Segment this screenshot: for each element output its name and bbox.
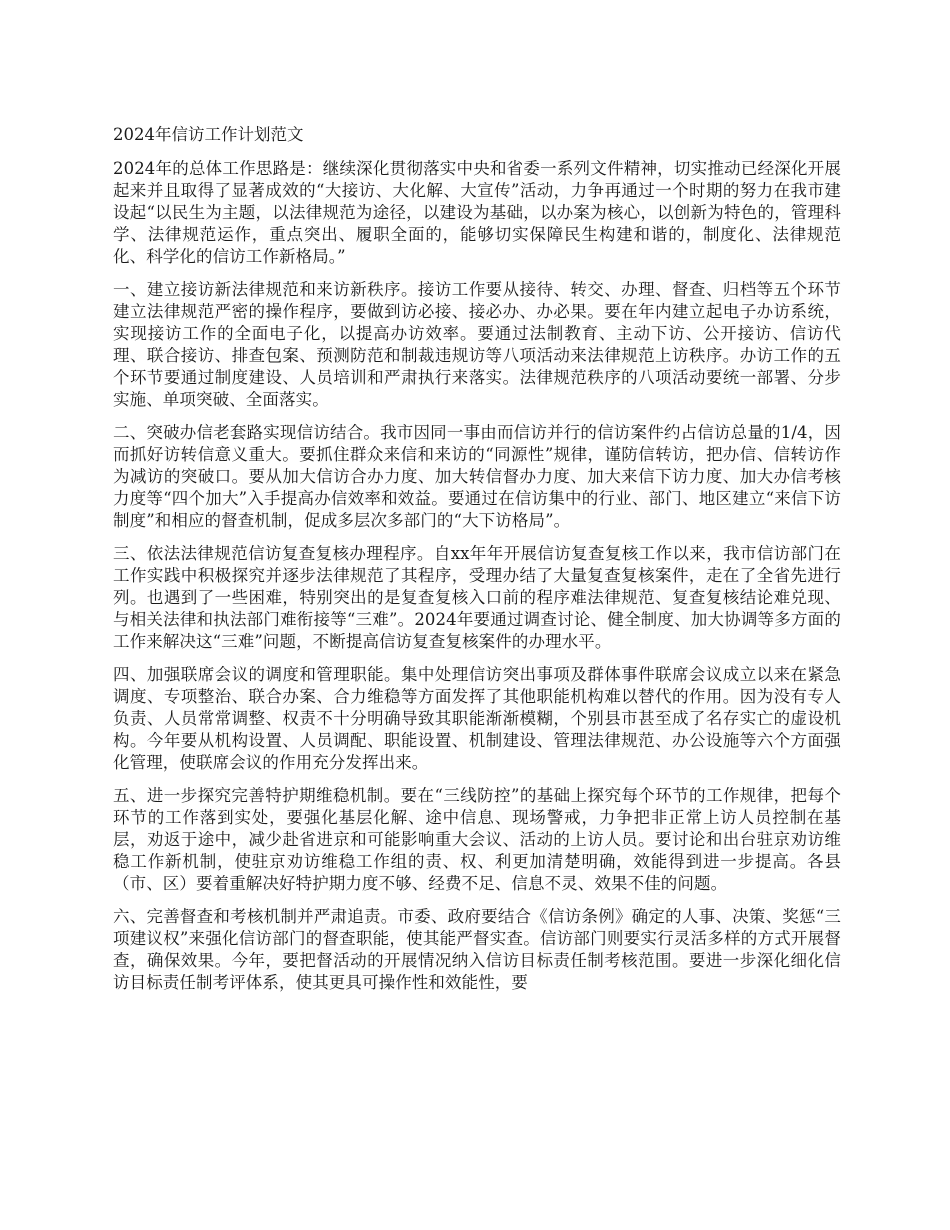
paragraph-section-6: 六、完善督查和考核机制并严肃追责。市委、政府要结合《信访条例》确定的人事、决策、奖惩“三项建议权”来强化信访部门的督查职能，使其能严督实查。信访部门则要实行灵活多样的方式开展督查，确保效果。今年，要把督活动的开展情况纳入信访目标责任制考核范围。要进一步深化细化信访目标责任制考评体系，使其更具可操作性和效能性，要: [113, 907, 841, 992]
paragraph-section-5: 五、进一步探究完善特护期维稳机制。要在“三线防控”的基础上探究每个环节的工作规律，把每个环节的工作落到实处，要强化基层化解、途中信息、现场警戒，力争把非正常上访人员控制在基层，劝返于途中，减少赴省进京和可能影响重大会议、活动的上访人员。要讨论和出台驻京劝访维稳工作新机制，使驻京劝访维稳工作组的责、权、利更加清楚明确，效能得到进一步提高。各县（市、区）要着重解决好特护期力度不够、经费不足、信息不灵、效果不佳的问题。: [113, 786, 841, 893]
paragraph-overview: 2024年的总体工作思路是：继续深化贯彻落实中央和省委一系列文件精神，切实推动已经深化开展起来并且取得了显著成效的“大接访、大化解、大宣传”活动，力争再通过一个时期的努力在我市建设起“以民生为主题，以法律规范为途径，以建设为基础，以办案为核心，以创新为特色的，管理科学、法律规范运作，重点突出、履职全面的，能够切实保障民生构建和谐的，制度化、法律规范化、科学化的信访工作新格局。”: [113, 159, 841, 266]
paragraph-section-1: 一、建立接访新法律规范和来访新秩序。接访工作要从接待、转交、办理、督查、归档等五个环节建立法律规范严密的操作程序，要做到访必接、接必办、办必果。要在年内建立起电子办访系统，实现接访工作的全面电子化，以提高办访效率。要通过法制教育、主动下访、公开接访、信访代理、联合接访、排查包案、预测防范和制裁违规访等八项活动来法律规范上访秩序。办访工作的五个环节要通过制度建设、人员培训和严肃执行来落实。法律规范秩序的八项活动要统一部署、分步实施、单项突破、全面落实。: [113, 280, 841, 409]
paragraph-section-4: 四、加强联席会议的调度和管理职能。集中处理信访突出事项及群体事件联席会议成立以来在紧急调度、专项整治、联合办案、合力维稳等方面发挥了其他职能机构难以替代的作用。因为没有专人负责、人员常常调整、权责不十分明确导致其职能渐渐模糊，个别县市甚至成了名存实亡的虚设机构。今年要从机构设置、人员调配、职能设置、机制建设、管理法律规范、办公设施等六个方面强化管理，使联席会议的作用充分发挥出来。: [113, 665, 841, 772]
document-title: 2024年信访工作计划范文: [113, 125, 304, 144]
paragraph-section-3: 三、依法法律规范信访复查复核办理程序。自xx年年开展信访复查复核工作以来，我市信访部门在工作实践中积极探究并逐步法律规范了其程序，受理办结了大量复查复核案件，走在了全省先进行列。也遇到了一些困难，特别突出的是复查复核入口前的程序难法律规范、复查复核结论难兑现、与相关法律和执法部门难衔接等“三难”。2024年要通过调查讨论、健全制度、加大协调等多方面的工作来解决这“三难”问题，不断提高信访复查复核案件的办理水平。: [113, 544, 841, 651]
document-page: [113, 124, 841, 1005]
paragraph-section-2: 二、突破办信老套路实现信访结合。我市因同一事由而信访并行的信访案件约占信访总量的1/4，因而抓好访转信意义重大。要抓住群众来信和来访的“同源性”规律，谨防信转访，把办信、信转访作为减访的突破口。要从加大信访合办力度、加大转信督办力度、加大来信下访力度、加大办信考核力度等“四个加大”入手提高办信效率和效益。要通过在信访集中的行业、部门、地区建立“来信下访制度”和相应的督查机制，促成多层次多部门的“大下访格局”。: [113, 423, 841, 530]
